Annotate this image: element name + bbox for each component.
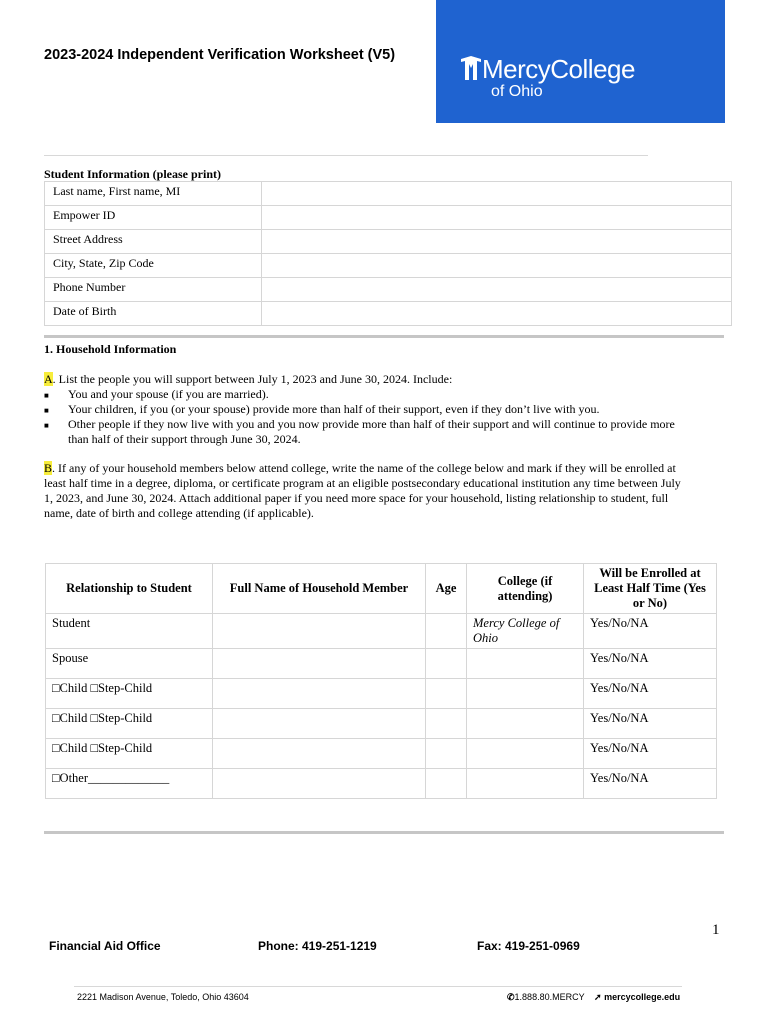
table-row: [46, 769, 717, 799]
college-cell[interactable]: [467, 679, 584, 709]
table-row: [46, 679, 717, 709]
column-header: Relationship to Student: [46, 564, 213, 614]
marker-a: A: [44, 372, 53, 386]
footer-fax: Fax: 419-251-0969: [477, 939, 580, 953]
age-cell[interactable]: [426, 769, 467, 799]
list-item: ■ You and your spouse (if you are married).: [44, 387, 269, 401]
instruction-a: [44, 372, 452, 387]
website-text[interactable]: mercycollege.edu: [604, 992, 681, 1002]
mercy-college-logo: [436, 0, 725, 123]
logo-mark-icon: [460, 56, 482, 80]
instruction-b-text: 1, 2023, and June 30, 2024. Attach additional paper if you need more space for your household, listing relationship to student, full: [44, 491, 669, 505]
instruction-b-text: name, date of birth and college attending (if applicable).: [44, 506, 314, 520]
enrolled-cell[interactable]: Yes/No/NA: [584, 739, 717, 769]
field-label: Last name, First name, MI: [45, 182, 262, 206]
street-address-field[interactable]: [262, 230, 732, 254]
field-label: Empower ID: [45, 206, 262, 230]
logo-text-main: MercyCollege: [482, 54, 635, 84]
footer-address: 2221 Madison Avenue, Toledo, Ohio 43604: [77, 992, 249, 1002]
age-cell[interactable]: [426, 649, 467, 679]
enrolled-cell[interactable]: Yes/No/NA: [584, 769, 717, 799]
enrolled-cell[interactable]: Yes/No/NA: [584, 614, 717, 649]
college-cell[interactable]: [467, 709, 584, 739]
tollfree-text: 1.888.80.MERCY: [514, 992, 585, 1002]
table-row: [46, 649, 717, 679]
college-cell[interactable]: [467, 649, 584, 679]
relationship-cell[interactable]: □Child □Step-Child: [46, 679, 213, 709]
table-row: [46, 739, 717, 769]
list-item-continuation: [68, 432, 301, 447]
enrolled-cell[interactable]: Yes/No/NA: [584, 649, 717, 679]
city-state-zip-field[interactable]: [262, 254, 732, 278]
table-row: [45, 230, 732, 254]
relationship-cell: Spouse: [46, 649, 213, 679]
column-header: Age: [426, 564, 467, 614]
full-name-cell[interactable]: [213, 614, 426, 649]
household-table: [45, 563, 717, 799]
phone-field[interactable]: [262, 278, 732, 302]
age-cell[interactable]: [426, 739, 467, 769]
age-cell[interactable]: [426, 709, 467, 739]
divider: [74, 986, 682, 987]
document-title: 2023-2024 Independent Verification Worksheet (V5): [44, 47, 396, 63]
household-heading: 1. Household Information: [44, 342, 177, 356]
column-header: Full Name of Household Member: [213, 564, 426, 614]
column-header: Will be Enrolled at Least Half Time (Yes or No): [584, 564, 717, 614]
footer-office: Financial Aid Office: [49, 939, 161, 953]
page-number: 1: [712, 922, 720, 938]
column-header: College (if attending): [467, 564, 584, 614]
relationship-cell: Student: [46, 614, 213, 649]
enrolled-cell[interactable]: Yes/No/NA: [584, 709, 717, 739]
footer-tollfree: [507, 992, 585, 1003]
full-name-cell[interactable]: [213, 649, 426, 679]
dob-field[interactable]: [262, 302, 732, 326]
instruction-b-text: least half time in a degree, diploma, or certificate program at an eligible postsecondary educational institution any time between July: [44, 476, 681, 490]
table-row: [45, 254, 732, 278]
divider: [44, 155, 648, 156]
footer-website[interactable]: [594, 992, 680, 1003]
field-label: City, State, Zip Code: [45, 254, 262, 278]
college-cell[interactable]: [467, 739, 584, 769]
instruction-b: [44, 461, 724, 521]
divider: [44, 335, 724, 338]
phone-icon: ✆: [507, 992, 515, 1002]
table-row: [46, 709, 717, 739]
college-cell[interactable]: Mercy College of Ohio: [467, 614, 584, 649]
relationship-cell[interactable]: □Child □Step-Child: [46, 709, 213, 739]
field-label: Date of Birth: [45, 302, 262, 326]
bullet-text: You and your spouse (if you are married).: [68, 387, 269, 401]
field-label: Street Address: [45, 230, 262, 254]
bullet-text: Other people if they now live with you and you now provide more than half of their support and will continue to provide more: [68, 417, 675, 431]
name-field[interactable]: [262, 182, 732, 206]
bullet-text: than half of their support through June 30, 2024.: [68, 432, 301, 446]
full-name-cell[interactable]: [213, 709, 426, 739]
list-item: ■ Other people if they now live with you and you now provide more than half of their support and will continue to provide more: [44, 417, 675, 431]
full-name-cell[interactable]: [213, 769, 426, 799]
enrolled-cell[interactable]: Yes/No/NA: [584, 679, 717, 709]
student-info-heading: Student Information (please print): [44, 167, 222, 181]
list-item: ■ Your children, if you (or your spouse) provide more than half of their support, even if they don’t live with you.: [44, 402, 600, 416]
instruction-b-text: . If any of your household members below attend college, write the name of the college below and mark if they will be enrolled at: [52, 461, 676, 475]
divider: [44, 831, 724, 834]
college-cell[interactable]: [467, 769, 584, 799]
relationship-cell[interactable]: □Other_____________: [46, 769, 213, 799]
table-row: [45, 302, 732, 326]
bullet-text: Your children, if you (or your spouse) provide more than half of their support, even if they don’t live with you.: [68, 402, 600, 416]
age-cell[interactable]: [426, 679, 467, 709]
table-row: [45, 206, 732, 230]
marker-b: B: [44, 461, 53, 475]
empower-id-field[interactable]: [262, 206, 732, 230]
student-info-table: [44, 181, 732, 326]
full-name-cell[interactable]: [213, 739, 426, 769]
table-row: [45, 182, 732, 206]
relationship-cell[interactable]: □Child □Step-Child: [46, 739, 213, 769]
logo-text-sub: of Ohio: [491, 83, 543, 100]
full-name-cell[interactable]: [213, 679, 426, 709]
age-cell[interactable]: [426, 614, 467, 649]
table-row: [45, 278, 732, 302]
field-label: Phone Number: [45, 278, 262, 302]
instruction-a-text: . List the people you will support between July 1, 2023 and June 30, 2024. Include:: [52, 372, 453, 386]
cursor-icon: ➚: [594, 992, 602, 1002]
table-header-row: [46, 564, 717, 614]
table-row: [46, 614, 717, 649]
footer-phone: Phone: 419-251-1219: [258, 939, 377, 953]
